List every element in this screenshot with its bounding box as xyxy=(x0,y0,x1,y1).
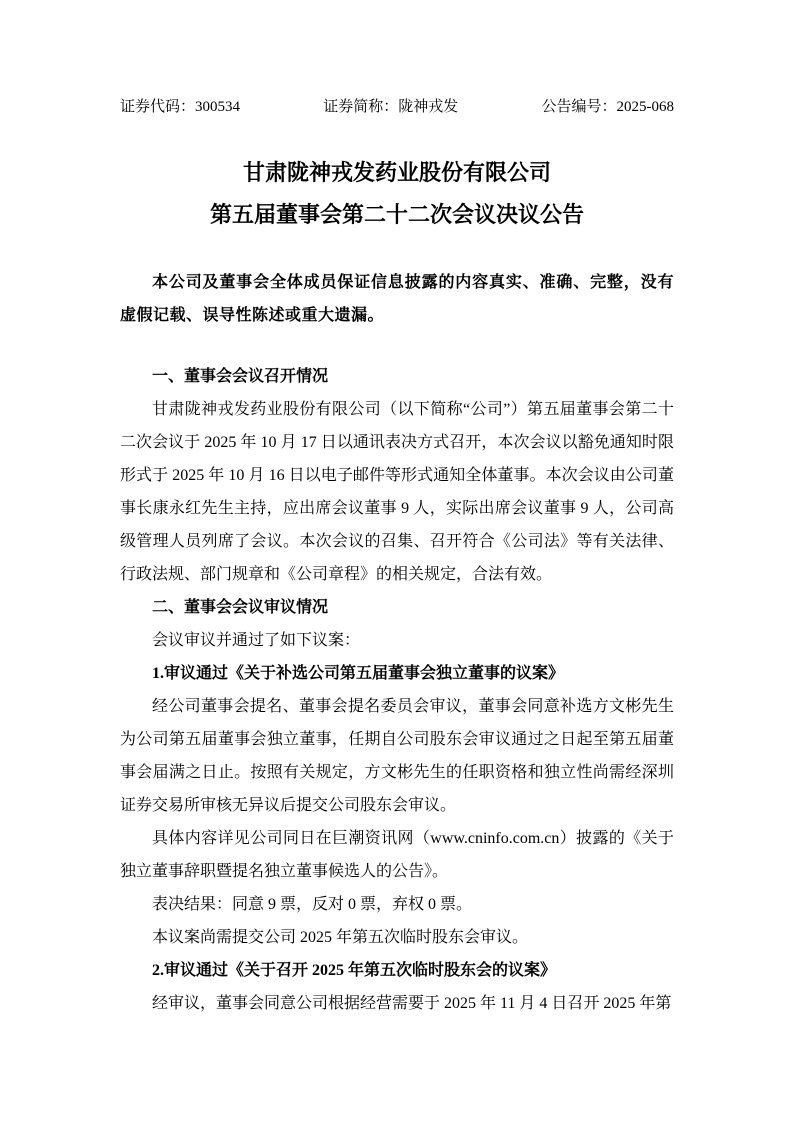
resolution-1-paragraph-1: 经公司董事会提名、董事会提名委员会审议，董事会同意补选方文彬先生为公司第五届董事会独立董事，任期自公司股东会审议通过之日起至第五届董事会届满之日止。按照有关规定，方文彬先生的任职资格和独立性尚需经深圳证券交易所审核无异议后提交公司股东会审议。 xyxy=(120,698,674,814)
section-2-heading: 二、董事会会议审议情况 xyxy=(152,599,329,616)
resolution-2-heading: 2.审议通过《关于召开 2025 年第五次临时股东会的议案》 xyxy=(152,962,557,979)
company-name-title: 甘肃陇神戎发药业股份有限公司 xyxy=(242,160,551,185)
resolution-1-paragraph-2: 具体内容详见公司同日在巨潮资讯网（www.cninfo.com.cn）披露的《关于独立董事辞职暨提名独立董事候选人的公告》。 xyxy=(120,830,674,880)
stock-abbr: 证券简称：陇神戎发 xyxy=(323,99,459,115)
resolution-2-paragraph-1: 经审议，董事会同意公司根据经营需要于 2025 年 11 月 4 日召开 2025 年第 xyxy=(152,995,672,1012)
resolution-1-heading: 1.审议通过《关于补选公司第五届董事会独立董事的议案》 xyxy=(152,665,565,682)
document-header xyxy=(120,96,674,118)
announcement-number: 公告编号：2025-068 xyxy=(541,99,674,115)
section-1-heading: 一、董事会会议召开情况 xyxy=(152,368,329,385)
section-2-intro: 会议审议并通过了如下议案： xyxy=(152,632,361,649)
section-1-paragraph: 甘肃陇神戎发药业股份有限公司（以下简称“公司”）第五届董事会第二十二次会议于 2025 年 10 月 17 日以通讯表决方式召开，本次会议以豁免通知时限形式于 2025 年 10 月 16 日以电子邮件等形式通知全体董事。本次会议由公司董事长康永红先生主持，应出席会议董事 9 人，实际出席会议董事 9 人，公司高级管理人员列席了会议。本次会议的召集、召开符合《公司法》等有关法律、行政法规、部门规章和《公司章程》的相关规定，合法有效。 xyxy=(120,401,674,583)
announcement-title: 第五届董事会第二十二次会议决议公告 xyxy=(209,202,584,227)
resolution-1-vote-result: 表决结果：同意 9 票，反对 0 票，弃权 0 票。 xyxy=(152,896,473,913)
resolution-1-paragraph-4: 本议案尚需提交公司 2025 年第五次临时股东会审议。 xyxy=(152,929,529,946)
stock-code: 证券代码：300534 xyxy=(120,99,241,115)
disclaimer-statement: 本公司及董事会全体成员保证信息披露的内容真实、准确、完整，没有虚假记载、误导性陈述或重大遗漏。 xyxy=(120,274,674,324)
